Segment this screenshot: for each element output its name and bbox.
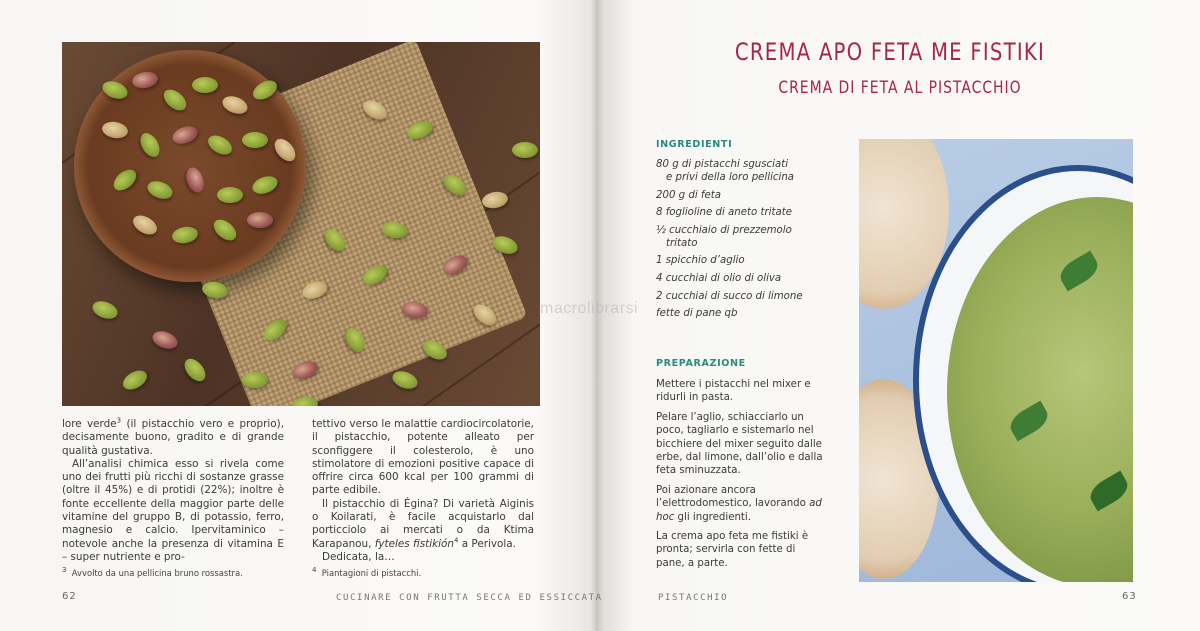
recipe-subtitle: CREMA DI FETA AL PISTACCHIO: [778, 78, 1022, 98]
body-paragraph: Dedicata, la…: [322, 550, 395, 563]
pistachio: [90, 298, 120, 322]
pistachio: [242, 132, 268, 148]
text-column-left: [62, 418, 284, 564]
footnote-ref: 4: [453, 536, 459, 545]
ingredient-text: 1 spicchio d’aglio: [656, 255, 745, 267]
recipe-title: CREMA APO FETA ME FISTIKI: [734, 38, 1046, 66]
running-title-right: PISTACCHIO: [658, 593, 729, 603]
pistachio: [512, 142, 538, 158]
step-text: Pelare l’aglio, schiacciarlo un poco, tagliarlo e sistemarlo nel bicchiere del mixer seguito dalle erbe, dal limone, dall’olio e dalla feta sminuzzata.: [656, 411, 823, 477]
step-text: Poi azionare ancora l’elettrodomestico, lavorando: [656, 484, 806, 510]
italic-term: ad hoc: [656, 498, 822, 523]
ingredient-text: 8 foglioline di aneto tritate: [656, 207, 793, 219]
page-number-left: 62: [62, 591, 77, 602]
body-paragraph: All’analisi chimica esso si rivela come uno dei frutti più ricchi di sostanze grasse (oltre il 45%) e di protidi (22%); inoltre è fonte eccellente della maggior parte delle vitamine del gruppo B, di potassio, ferro, magnesio e calcio. Ipervitaminico – notevole anche la presenza di vitamina E – super nutriente e pro-: [62, 457, 284, 563]
pistachio: [120, 367, 151, 394]
ingredient-text: fette di pane qb: [656, 308, 738, 320]
pistachio-photo: [62, 42, 540, 406]
ingredient-text: 200 g di feta: [656, 189, 722, 201]
text-column-middle: [312, 418, 534, 564]
ingredient-text-continued: e privi della loro pellicina: [666, 172, 795, 183]
footnote-text: Avvolto da una pellicina bruno rossastra.: [71, 568, 243, 578]
pistachio: [150, 328, 180, 352]
ingredient-item: [656, 307, 846, 320]
footnote-3: [62, 568, 243, 578]
ingredient-item: [656, 224, 846, 250]
italic-term: fyteles fistikión: [374, 537, 454, 550]
feta-dip-photo: [859, 139, 1133, 582]
ingredient-text: 2 cucchiai di succo di limone: [656, 290, 803, 302]
pistachio: [390, 368, 420, 392]
ingredient-item: [656, 189, 846, 202]
ingredients-heading: INGREDIENTI: [656, 139, 733, 150]
body-text: (il pistacchio vero e proprio), decisamente buono, gradito e di grande qualità gustativa.: [62, 418, 284, 457]
preparation-steps: [656, 378, 826, 576]
preparation-heading: PREPARAZIONE: [656, 358, 746, 369]
step-text: La crema apo feta me fistiki è pronta; servirla con fette di pane, a parte.: [656, 531, 809, 569]
body-paragraph: tettivo verso le malattie cardiocircolatorie, il pistacchio, potente alleato per sconfiggere il colesterolo, è uno stimolatore di emozioni positive capace di offrire circa 600 kcal per 100 grammi di parte edibile.: [312, 418, 534, 497]
pistachio: [247, 212, 273, 228]
body-paragraph: [312, 498, 534, 551]
ingredient-text: 4 cucchiai di olio di oliva: [656, 272, 782, 284]
ingredients-list: [656, 158, 846, 325]
ingredient-item: [656, 158, 846, 184]
watermark: macrolibrarsi: [540, 300, 639, 317]
footnote-mark: 4: [312, 566, 317, 575]
step-text: gli ingredienti.: [677, 511, 751, 523]
ingredient-text: ½ cucchiaio di prezzemolo: [656, 224, 792, 236]
page-number-right: 63: [1122, 591, 1137, 602]
footnote-mark: 3: [62, 566, 67, 575]
ingredient-item: [656, 254, 846, 267]
pistachio: [181, 355, 210, 385]
ingredient-text: 80 g di pistacchi sgusciati: [656, 159, 789, 170]
pistachio: [481, 190, 509, 210]
running-title-left: CUCINARE CON FRUTTA SECCA ED ESSICCATA: [336, 593, 603, 603]
ingredient-item: [656, 206, 846, 219]
footnote-text: Piantagioni di pistacchi.: [321, 568, 422, 578]
ingredient-item: [656, 272, 846, 285]
pistachio: [242, 372, 268, 388]
pistachio: [217, 187, 243, 203]
step-paragraph: [656, 484, 826, 524]
footnote-ref: 3: [116, 416, 122, 425]
footnote-4: [312, 568, 421, 578]
pistachio: [192, 77, 218, 93]
ingredient-text-continued: tritato: [666, 237, 698, 249]
step-text: Mettere i pistacchi nel mixer e ridurli in pasta.: [656, 379, 811, 404]
body-text: a Perivola.: [461, 537, 516, 550]
ingredient-item: [656, 290, 846, 303]
body-text: Il pistacchio di Égina? Di varietà Aiginis o Koilarati, è facile acquistarlo dal porticciolo ai mercati o da Ktima Karapanou,: [312, 497, 534, 550]
body-text: lore verde: [62, 418, 117, 430]
